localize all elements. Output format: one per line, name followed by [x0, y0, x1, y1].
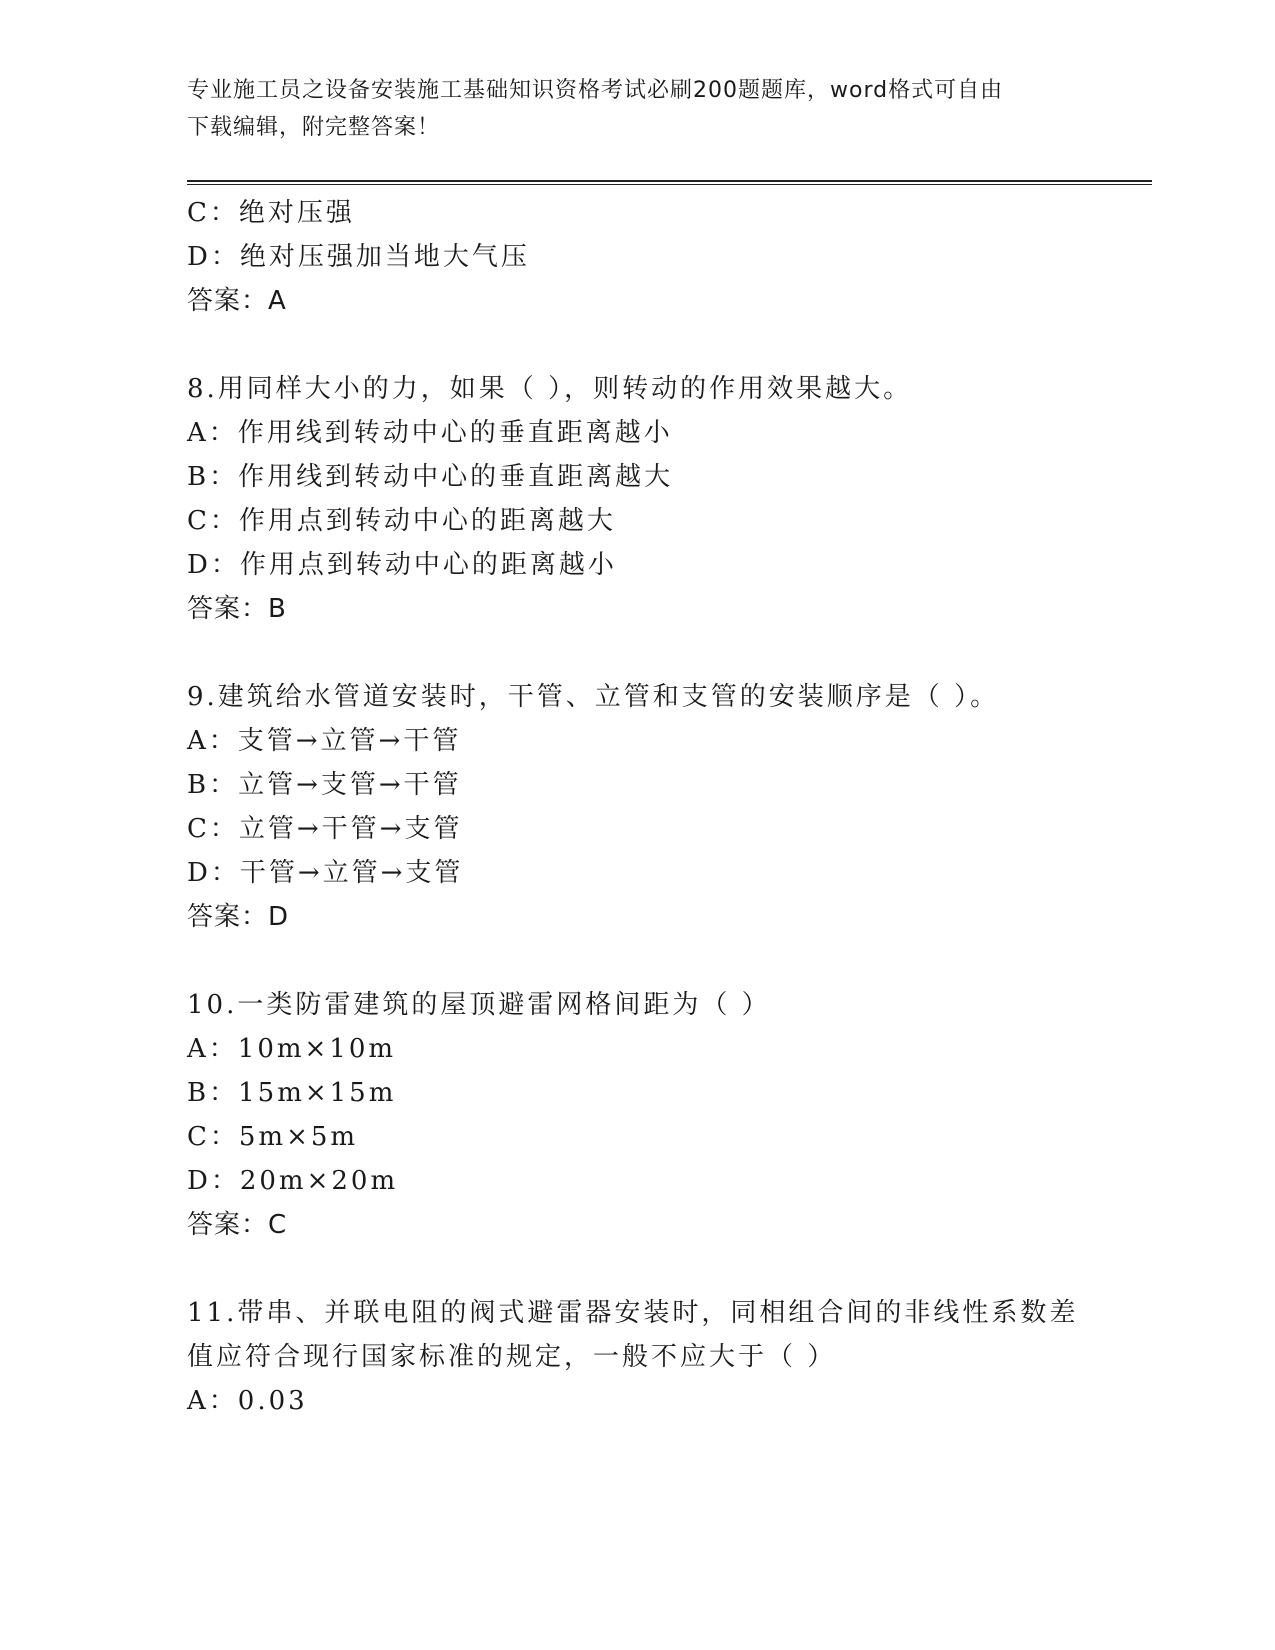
header-divider: [187, 180, 1152, 182]
q10-answer: 答案：C: [187, 1210, 288, 1240]
prev-answer: 答案：A: [187, 286, 287, 316]
q9-question: 9.建筑给水管道安装时，干管、立管和支管的安装顺序是（ ）。: [187, 682, 1000, 712]
q10-option-b: B：15m×15m: [187, 1078, 397, 1108]
q9-option-d: D：干管→立管→支管: [187, 858, 464, 888]
header-line-1: 专业施工员之设备安装施工基础知识资格考试必刷200题题库，word格式可自由: [187, 78, 1004, 103]
q8-option-b: B：作用线到转动中心的垂直距离越大: [187, 462, 674, 492]
header-line-2: 下载编辑，附完整答案！: [187, 115, 441, 140]
q8-option-d: D：作用点到转动中心的距离越小: [187, 550, 617, 580]
q8-answer: 答案：B: [187, 594, 287, 624]
q9-option-c: C：立管→干管→支管: [187, 814, 463, 844]
q8-option-a: A：作用线到转动中心的垂直距离越小: [187, 418, 673, 448]
q10-option-a: A：10m×10m: [187, 1034, 397, 1064]
q9-option-b: B：立管→支管→干管: [187, 770, 462, 800]
q10-option-c: C：5m×5m: [187, 1122, 359, 1152]
q11-question-line-1: 11.带串、并联电阻的阀式避雷器安装时，同相组合间的非线性系数差: [187, 1298, 1079, 1328]
prev-option-d: D：绝对压强加当地大气压: [187, 242, 530, 272]
q8-option-c: C：作用点到转动中心的距离越大: [187, 506, 616, 536]
q10-option-d: D：20m×20m: [187, 1166, 399, 1196]
header-divider-thin: [187, 184, 1152, 185]
q11-question-line-2: 值应符合现行国家标准的规定，一般不应大于（ ）: [187, 1342, 837, 1372]
q8-question: 8.用同样大小的力，如果（ ），则转动的作用效果越大。: [187, 374, 913, 404]
q11-option-a: A：0.03: [187, 1386, 308, 1416]
q9-answer: 答案：D: [187, 902, 290, 932]
prev-option-c: C：绝对压强: [187, 198, 355, 228]
document-header: [187, 72, 1077, 146]
q10-question: 10.一类防雷建筑的屋顶避雷网格间距为（ ）: [187, 990, 771, 1020]
q9-option-a: A：支管→立管→干管: [187, 726, 462, 756]
